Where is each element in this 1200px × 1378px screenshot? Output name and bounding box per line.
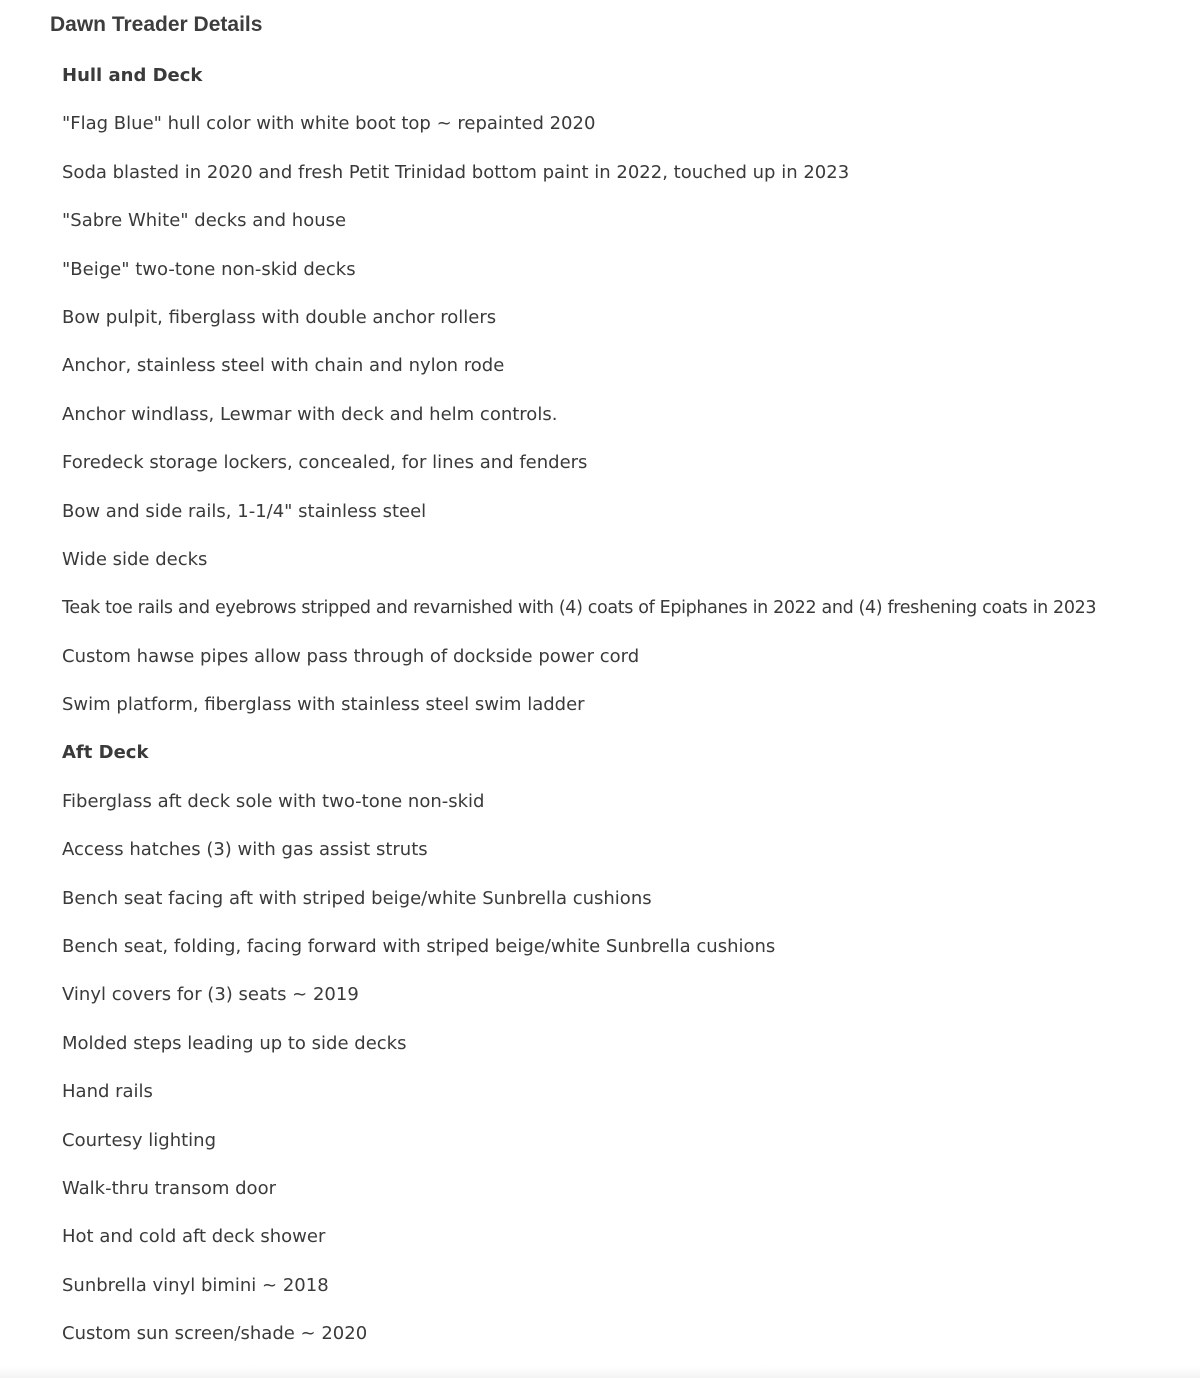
detail-list: [62, 100, 1192, 729]
list-item: Vinyl covers for (3) seats ~ 2019: [62, 984, 359, 1006]
section-aft-deck: [62, 729, 1192, 1358]
section-heading: Aft Deck: [62, 742, 149, 764]
list-item: Foredeck storage lockers, concealed, for lines and fenders: [62, 452, 588, 474]
list-item: Bench seat, folding, facing forward with striped beige/white Sunbrella cushions: [62, 936, 776, 958]
page-title: Dawn Treader Details: [50, 13, 263, 36]
list-item: Bow and side rails, 1-1/4" stainless steel: [62, 500, 427, 522]
section-heading: Hull and Deck: [62, 65, 203, 86]
list-item: Walk-thru transom door: [62, 1177, 276, 1199]
list-item: Bow pulpit, fiberglass with double anchor rollers: [62, 306, 497, 328]
details-content: [62, 52, 1192, 1359]
list-item: Anchor, stainless steel with chain and nylon rode: [62, 355, 505, 377]
list-item: "Flag Blue" hull color with white boot top ~ repainted 2020: [62, 113, 596, 135]
list-item: Custom hawse pipes allow pass through of dockside power cord: [62, 645, 640, 667]
detail-list: [62, 778, 1192, 1359]
list-item: Wide side decks: [62, 548, 208, 570]
list-item: Teak toe rails and eyebrows stripped and revarnished with (4) coats of Epiphanes in 2022 and (4) freshening coats in 2023: [62, 598, 1097, 619]
list-item: Hand rails: [62, 1081, 153, 1103]
list-item: Access hatches (3) with gas assist struts: [62, 839, 428, 861]
list-item: Custom sun screen/shade ~ 2020: [62, 1323, 368, 1345]
list-item: Molded steps leading up to side decks: [62, 1032, 407, 1054]
list-item: Bench seat facing aft with striped beige/white Sunbrella cushions: [62, 887, 652, 909]
list-item: "Beige" two-tone non-skid decks: [62, 258, 356, 280]
list-item: Hot and cold aft deck shower: [62, 1226, 326, 1248]
list-item: Anchor windlass, Lewmar with deck and helm controls.: [62, 403, 558, 425]
list-item: Fiberglass aft deck sole with two-tone non-skid: [62, 790, 485, 812]
list-item: Soda blasted in 2020 and fresh Petit Trinidad bottom paint in 2022, touched up in 2023: [62, 161, 850, 183]
list-item: Courtesy lighting: [62, 1129, 217, 1151]
section-hull-and-deck: [62, 52, 1192, 729]
list-item: Swim platform, fiberglass with stainless steel swim ladder: [62, 694, 585, 716]
list-item: "Sabre White" decks and house: [62, 210, 347, 232]
list-item: Sunbrella vinyl bimini ~ 2018: [62, 1274, 329, 1296]
page-bottom-edge: [0, 1366, 1200, 1378]
